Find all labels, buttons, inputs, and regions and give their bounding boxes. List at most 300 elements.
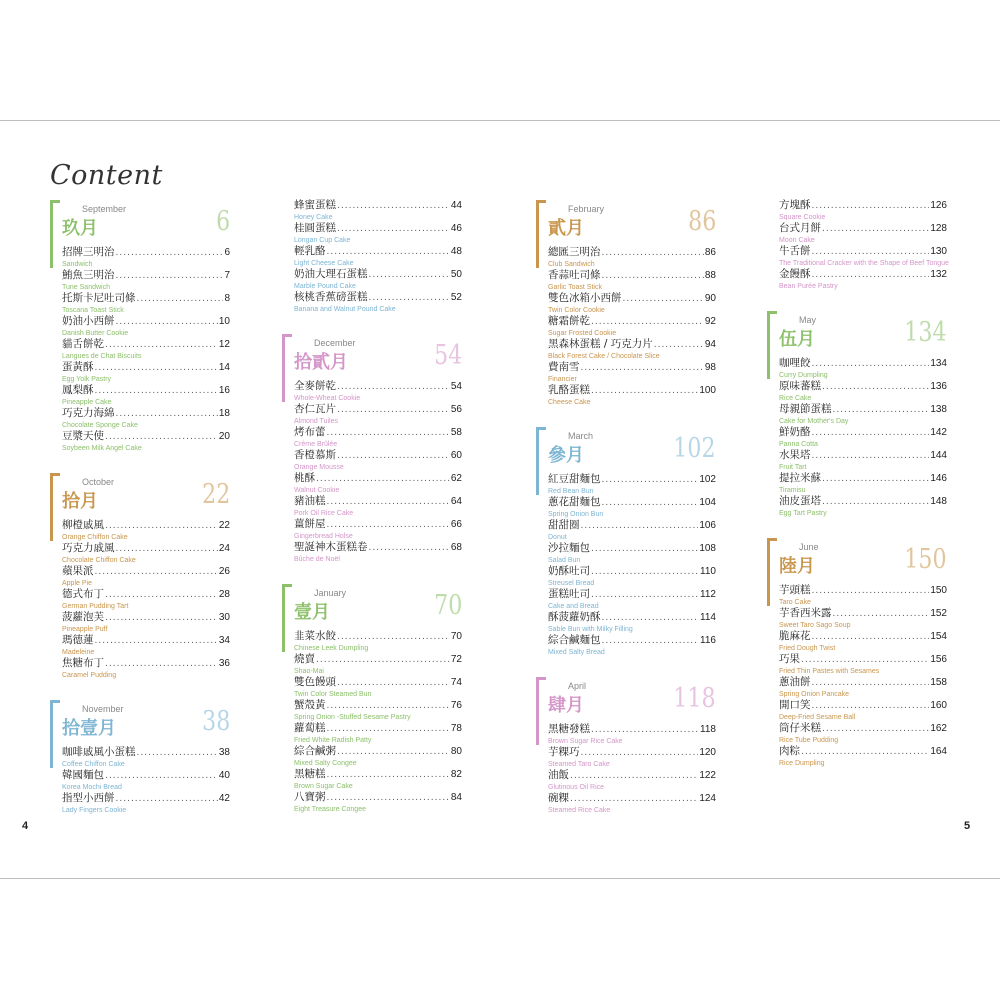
recipe-title: 蛋黃酥 [62,361,94,373]
dot-leader [654,339,704,352]
recipe-english-title: Toscana Toast Stick [62,307,124,314]
recipe-title: 費南雪 [548,361,580,373]
dot-leader [812,269,930,282]
toc-entry-line [779,630,947,644]
toc-entry-line [62,588,230,602]
month-english-name: March [568,431,594,441]
dot-leader [105,770,218,783]
recipe-english-title: Bean Purée Pastry [779,283,838,290]
month-header [50,471,230,519]
recipe-english-title: Soybeen Milk Angel Cake [62,445,142,452]
month-chinese-name: 陸月 [779,556,815,577]
toc-entry[interactable] [767,245,947,268]
month-bracket [282,334,292,402]
dot-leader [95,362,218,375]
recipe-title: 黑森林蛋糕 / 巧克力片 [548,338,653,350]
recipe-english-title: Sable Bun with Milky Filling [548,626,633,633]
toc-entry[interactable] [282,472,462,495]
toc-entry-line [294,630,462,644]
recipe-english-title: Twin Color Steamed Bun [294,691,372,698]
recipe-english-title: Club Sandwich [548,261,595,268]
toc-column-4 [767,199,947,786]
month-bracket [536,200,546,268]
dot-leader [327,246,450,259]
recipe-title: 核桃香蕉磅蛋糕 [294,291,368,303]
recipe-title: 脆麻花 [779,630,811,642]
recipe-english-title: Orange Chiffon Cake [62,534,128,541]
recipe-english-title: Almond Tuiles [294,418,338,425]
month-english-name: December [314,338,356,348]
dot-leader [327,427,450,440]
page-number: 126 [930,200,947,211]
page-number: 84 [450,792,462,803]
toc-entry[interactable] [282,722,462,745]
toc-entry-line [548,315,716,329]
recipe-title: 豬油糕 [294,495,326,507]
toc-entry[interactable] [767,268,947,291]
recipe-english-title: Danish Butter Cookie [62,330,129,337]
recipe-title: 豆漿天使 [62,430,104,442]
recipe-title: 水果塔 [779,449,811,461]
recipe-english-title: Brown Sugar Cake [294,783,353,790]
toc-entry[interactable] [282,268,462,291]
toc-entry[interactable] [282,745,462,768]
recipe-title: 貓舌餅乾 [62,338,104,350]
month-bracket [50,473,60,541]
recipe-title: 甜甜圈 [548,519,580,531]
recipe-title: 韓國麵包 [62,769,104,781]
toc-entry[interactable] [50,634,230,657]
dot-leader [95,635,218,648]
toc-entry[interactable] [767,745,947,768]
toc-entry[interactable] [767,222,947,245]
toc-entry[interactable] [767,403,947,426]
toc-entry[interactable] [50,315,230,338]
month-header [282,582,462,630]
recipe-english-title: The Traditional Cracker with the Shape of Beef Tongue [779,260,949,267]
toc-entry[interactable] [50,657,230,680]
toc-entry[interactable] [282,245,462,268]
toc-entry-line [779,380,947,394]
toc-entry[interactable] [50,542,230,565]
toc-entry[interactable] [536,473,716,496]
month-start-page: 6 [215,206,230,237]
toc-entry[interactable] [50,792,230,815]
dot-leader [105,589,218,602]
recipe-title: 酥菠蘿奶酥 [548,611,601,623]
dot-leader [591,589,699,602]
recipe-english-title: Fried Thin Pastes with Sesames [779,668,880,675]
toc-entry[interactable] [536,496,716,519]
recipe-title: 韭菜水餃 [294,630,336,642]
dot-leader [822,473,929,486]
toc-entry[interactable] [50,588,230,611]
recipe-english-title: Tune Sandwich [62,284,110,291]
toc-entry-line [294,222,462,236]
page-number: 90 [704,293,716,304]
page-number: 44 [450,200,462,211]
dot-leader [116,408,218,421]
toc-entry[interactable] [536,292,716,315]
page-number: 74 [450,677,462,688]
toc-entry-line [62,315,230,329]
dot-leader [105,520,218,533]
dot-leader [116,793,218,806]
toc-entry-line [779,699,947,713]
recipe-english-title: Curry Dumpling [779,372,828,379]
recipe-title: 台式月餅 [779,222,821,234]
toc-entry-line [294,380,462,394]
page-number: 52 [450,292,462,303]
recipe-title: 金饅酥 [779,268,811,280]
page-number: 20 [218,431,230,442]
toc-entry[interactable] [767,472,947,495]
toc-entry[interactable] [767,357,947,380]
toc-entry[interactable] [767,380,947,403]
dot-leader [812,246,930,259]
dot-leader [812,585,930,598]
toc-entry-line [62,407,230,421]
toc-entry[interactable] [50,769,230,792]
dot-leader [105,612,218,625]
toc-entry-line [779,722,947,736]
toc-entry[interactable] [536,565,716,588]
toc-entry-line [548,384,716,398]
toc-entry[interactable] [767,495,947,518]
dot-leader [581,747,699,760]
toc-entry-line [294,768,462,782]
page-number: 22 [218,520,230,531]
toc-entry[interactable] [536,519,716,542]
dot-leader [116,270,224,283]
recipe-title: 全麥餅乾 [294,380,336,392]
toc-column-1 [50,198,230,833]
toc-entry[interactable] [536,611,716,634]
recipe-english-title: Moon Cake [779,237,815,244]
page-number: 12 [218,339,230,350]
toc-entry[interactable] [282,199,462,222]
toc-entry[interactable] [282,403,462,426]
recipe-english-title: Streusel Bread [548,580,595,587]
dot-leader [327,519,450,532]
recipe-title: 鮪魚三明治 [62,269,115,281]
toc-entry[interactable] [282,291,462,314]
toc-entry[interactable] [767,653,947,676]
dot-leader [337,223,450,236]
recipe-title: 原味蕃糕 [779,380,821,392]
toc-entry[interactable] [767,607,947,630]
recipe-english-title: Pork Oil Rice Cake [294,510,354,517]
recipe-title: 蜂蜜蛋糕 [294,199,336,211]
toc-entry-line [294,745,462,759]
recipe-english-title: Spring Onion -Stuffed Sesame Pastry [294,714,411,721]
month-start-page: 86 [687,206,716,237]
toc-entry[interactable] [50,519,230,542]
recipe-english-title: Mixed Salty Bread [548,649,605,656]
toc-entry-line [779,245,947,259]
dot-leader [337,404,450,417]
recipe-title: 聖誕神木蛋糕卷 [294,541,368,553]
page-number: 86 [704,247,716,258]
recipe-english-title: Fruit Tart [779,464,807,471]
page-number: 146 [930,473,947,484]
recipe-title: 鮮奶酪 [779,426,811,438]
month-header [536,675,716,723]
recipe-title: 奶油小西餅 [62,315,115,327]
month-start-page: 54 [433,340,462,371]
toc-entry[interactable] [50,292,230,315]
month-bracket [536,677,546,745]
page-number: 108 [699,543,716,554]
month-header [50,698,230,746]
recipe-english-title: Apple Pie [62,580,92,587]
month-english-name: October [82,477,115,487]
toc-entry[interactable] [282,518,462,541]
recipe-title: 芋頭糕 [779,584,811,596]
page-number: 160 [930,700,947,711]
toc-entry[interactable] [282,699,462,722]
recipe-english-title: Shao-Mai [294,668,324,675]
recipe-title: 雙色饅頭 [294,676,336,688]
recipe-title: 雙色冰箱小西餅 [548,292,622,304]
dot-leader [812,450,930,463]
recipe-english-title: Panna Cotta [779,441,818,448]
page-number: 100 [699,385,716,396]
recipe-title: 招牌三明治 [62,246,115,258]
recipe-english-title: Sandwich [62,261,93,268]
toc-entry[interactable] [50,361,230,384]
toc-entry-line [62,792,230,806]
toc-entry[interactable] [536,315,716,338]
recipe-english-title: Caramel Pudding [62,672,117,679]
toc-entry[interactable] [50,269,230,292]
page-number: 56 [450,404,462,415]
toc-entry-line [548,292,716,306]
toc-entry[interactable] [767,676,947,699]
recipe-english-title: Crème Brûlée [294,441,338,448]
recipe-english-title: Light Cheese Cake [294,260,354,267]
month-section [536,675,716,815]
month-english-name: January [314,588,347,598]
dot-leader [337,631,450,644]
page-number: 138 [930,404,947,415]
dot-leader [137,293,224,306]
recipe-english-title: Madeleine [62,649,95,656]
recipe-title: 筒仔米糕 [779,722,821,734]
toc-entry-line [548,542,716,556]
dot-leader [822,496,929,509]
continued-entries [282,199,462,314]
toc-entry-line [294,268,462,282]
dot-leader [337,200,450,213]
toc-entry-line [62,384,230,398]
recipe-english-title: Pineapple Puff [62,626,108,633]
toc-entry[interactable] [282,495,462,518]
toc-entry[interactable] [282,653,462,676]
toc-entry-line [548,361,716,375]
toc-entry-line [62,361,230,375]
toc-entry[interactable] [50,384,230,407]
page-number: 14 [218,362,230,373]
toc-entry[interactable] [536,634,716,657]
recipe-title: 開口笑 [779,699,811,711]
toc-entry-line [779,426,947,440]
toc-entry[interactable] [536,269,716,292]
toc-entry[interactable] [536,588,716,611]
toc-entry[interactable] [282,222,462,245]
recipe-title: 香橙慕斯 [294,449,336,461]
toc-entry[interactable] [282,630,462,653]
dot-leader [812,427,930,440]
toc-entry[interactable] [767,449,947,472]
dot-leader [337,677,450,690]
month-header [767,536,947,584]
recipe-title: 柳橙戚風 [62,519,104,531]
toc-entry[interactable] [50,430,230,453]
dot-leader [570,793,698,806]
dot-leader [833,608,930,621]
toc-entry[interactable] [767,199,947,222]
toc-entry[interactable] [536,542,716,565]
month-start-page: 118 [673,683,716,714]
toc-entry-line [294,699,462,713]
dot-leader [327,769,450,782]
page-number: 132 [930,269,947,280]
toc-entry-line [779,268,947,282]
recipe-english-title: Egg Yolk Pastry [62,376,112,383]
toc-entry[interactable] [767,699,947,722]
toc-entry[interactable] [536,746,716,769]
toc-entry-line [62,657,230,671]
recipe-english-title: Sugar Frosted Cookie [548,330,617,337]
recipe-english-title: Steamed Rice Cake [548,807,611,814]
toc-entry[interactable] [50,407,230,430]
toc-entry[interactable] [282,380,462,403]
recipe-title: 薑餅屋 [294,518,326,530]
recipe-title: 德式布丁 [62,588,104,600]
recipe-english-title: Cake for Mother's Day [779,418,849,425]
recipe-title: 香蒜吐司條 [548,269,601,281]
toc-entry-line [548,634,716,648]
dot-leader [801,746,929,759]
page-number-right: 5 [964,820,971,832]
month-header [767,309,947,357]
month-chinese-name: 參月 [548,445,584,466]
month-chinese-name: 肆月 [548,695,584,716]
recipe-english-title: Eight Treasure Congee [294,806,366,813]
recipe-title: 指型小西餅 [62,792,115,804]
page-number: 54 [450,381,462,392]
toc-entry[interactable] [536,361,716,384]
recipe-english-title: Gingerbread Holse [294,533,353,540]
recipe-title: 提拉米蘇 [779,472,821,484]
month-bracket [767,311,777,379]
toc-entry-line [294,403,462,417]
page-number: 82 [450,769,462,780]
toc-entry-line [294,449,462,463]
toc-entry[interactable] [282,768,462,791]
dot-leader [602,497,699,510]
toc-entry[interactable] [282,426,462,449]
month-header [282,332,462,380]
recipe-title: 綜合鹹粥 [294,745,336,757]
toc-entry[interactable] [282,791,462,814]
toc-entry[interactable] [767,722,947,745]
recipe-english-title: German Pudding Tart [62,603,129,610]
month-english-name: April [568,681,587,691]
toc-entry[interactable] [536,792,716,815]
toc-entry[interactable] [50,746,230,769]
dot-leader [316,654,450,667]
recipe-english-title: Korea Mochi Bread [62,784,122,791]
toc-entry[interactable] [536,723,716,746]
recipe-title: 方塊酥 [779,199,811,211]
month-section [767,309,947,518]
toc-entry[interactable] [282,449,462,472]
dot-leader [327,723,450,736]
toc-entry-line [548,565,716,579]
toc-entry[interactable] [536,384,716,407]
page-number: 72 [450,654,462,665]
toc-entry[interactable] [767,630,947,653]
page-number: 134 [930,358,947,369]
toc-entry-line [294,291,462,305]
page-number: 76 [450,700,462,711]
recipe-title: 巧果 [779,653,800,665]
toc-entry-line [294,791,462,805]
toc-entry[interactable] [50,246,230,269]
month-english-name: June [799,542,819,552]
page-number: 106 [699,520,716,531]
toc-entry[interactable] [282,676,462,699]
dot-leader [801,654,929,667]
toc-entry-line [294,518,462,532]
toc-entry[interactable] [50,565,230,588]
toc-entry-line [62,246,230,260]
toc-entry[interactable] [50,611,230,634]
month-chinese-name: 拾壹月 [62,718,116,739]
month-english-name: May [799,315,817,325]
page-number: 78 [450,723,462,734]
month-start-page: 22 [201,479,230,510]
recipe-title: 乳酪蛋糕 [548,384,590,396]
toc-entry-line [548,338,716,352]
toc-entry[interactable] [536,338,716,361]
toc-entry[interactable] [536,246,716,269]
recipe-title: 瑪德蓮 [62,634,94,646]
toc-entry[interactable] [536,769,716,792]
month-chinese-name: 拾月 [62,491,98,512]
dot-leader [570,770,698,783]
toc-entry-line [294,676,462,690]
toc-entry[interactable] [282,541,462,564]
page-number: 136 [930,381,947,392]
page-number: 148 [930,496,947,507]
toc-entry[interactable] [767,426,947,449]
recipe-english-title: Spring Onion Pancake [779,691,850,698]
dot-leader [822,723,929,736]
recipe-title: 杏仁瓦片 [294,403,336,415]
toc-entry-line [294,199,462,213]
dot-leader [116,543,218,556]
toc-entry[interactable] [767,584,947,607]
toc-entry-line [779,449,947,463]
recipe-title: 碗粿 [548,792,569,804]
continued-entries [767,199,947,291]
page-number: 162 [930,723,947,734]
toc-entry[interactable] [50,338,230,361]
recipe-title: 黑糖糕 [294,768,326,780]
